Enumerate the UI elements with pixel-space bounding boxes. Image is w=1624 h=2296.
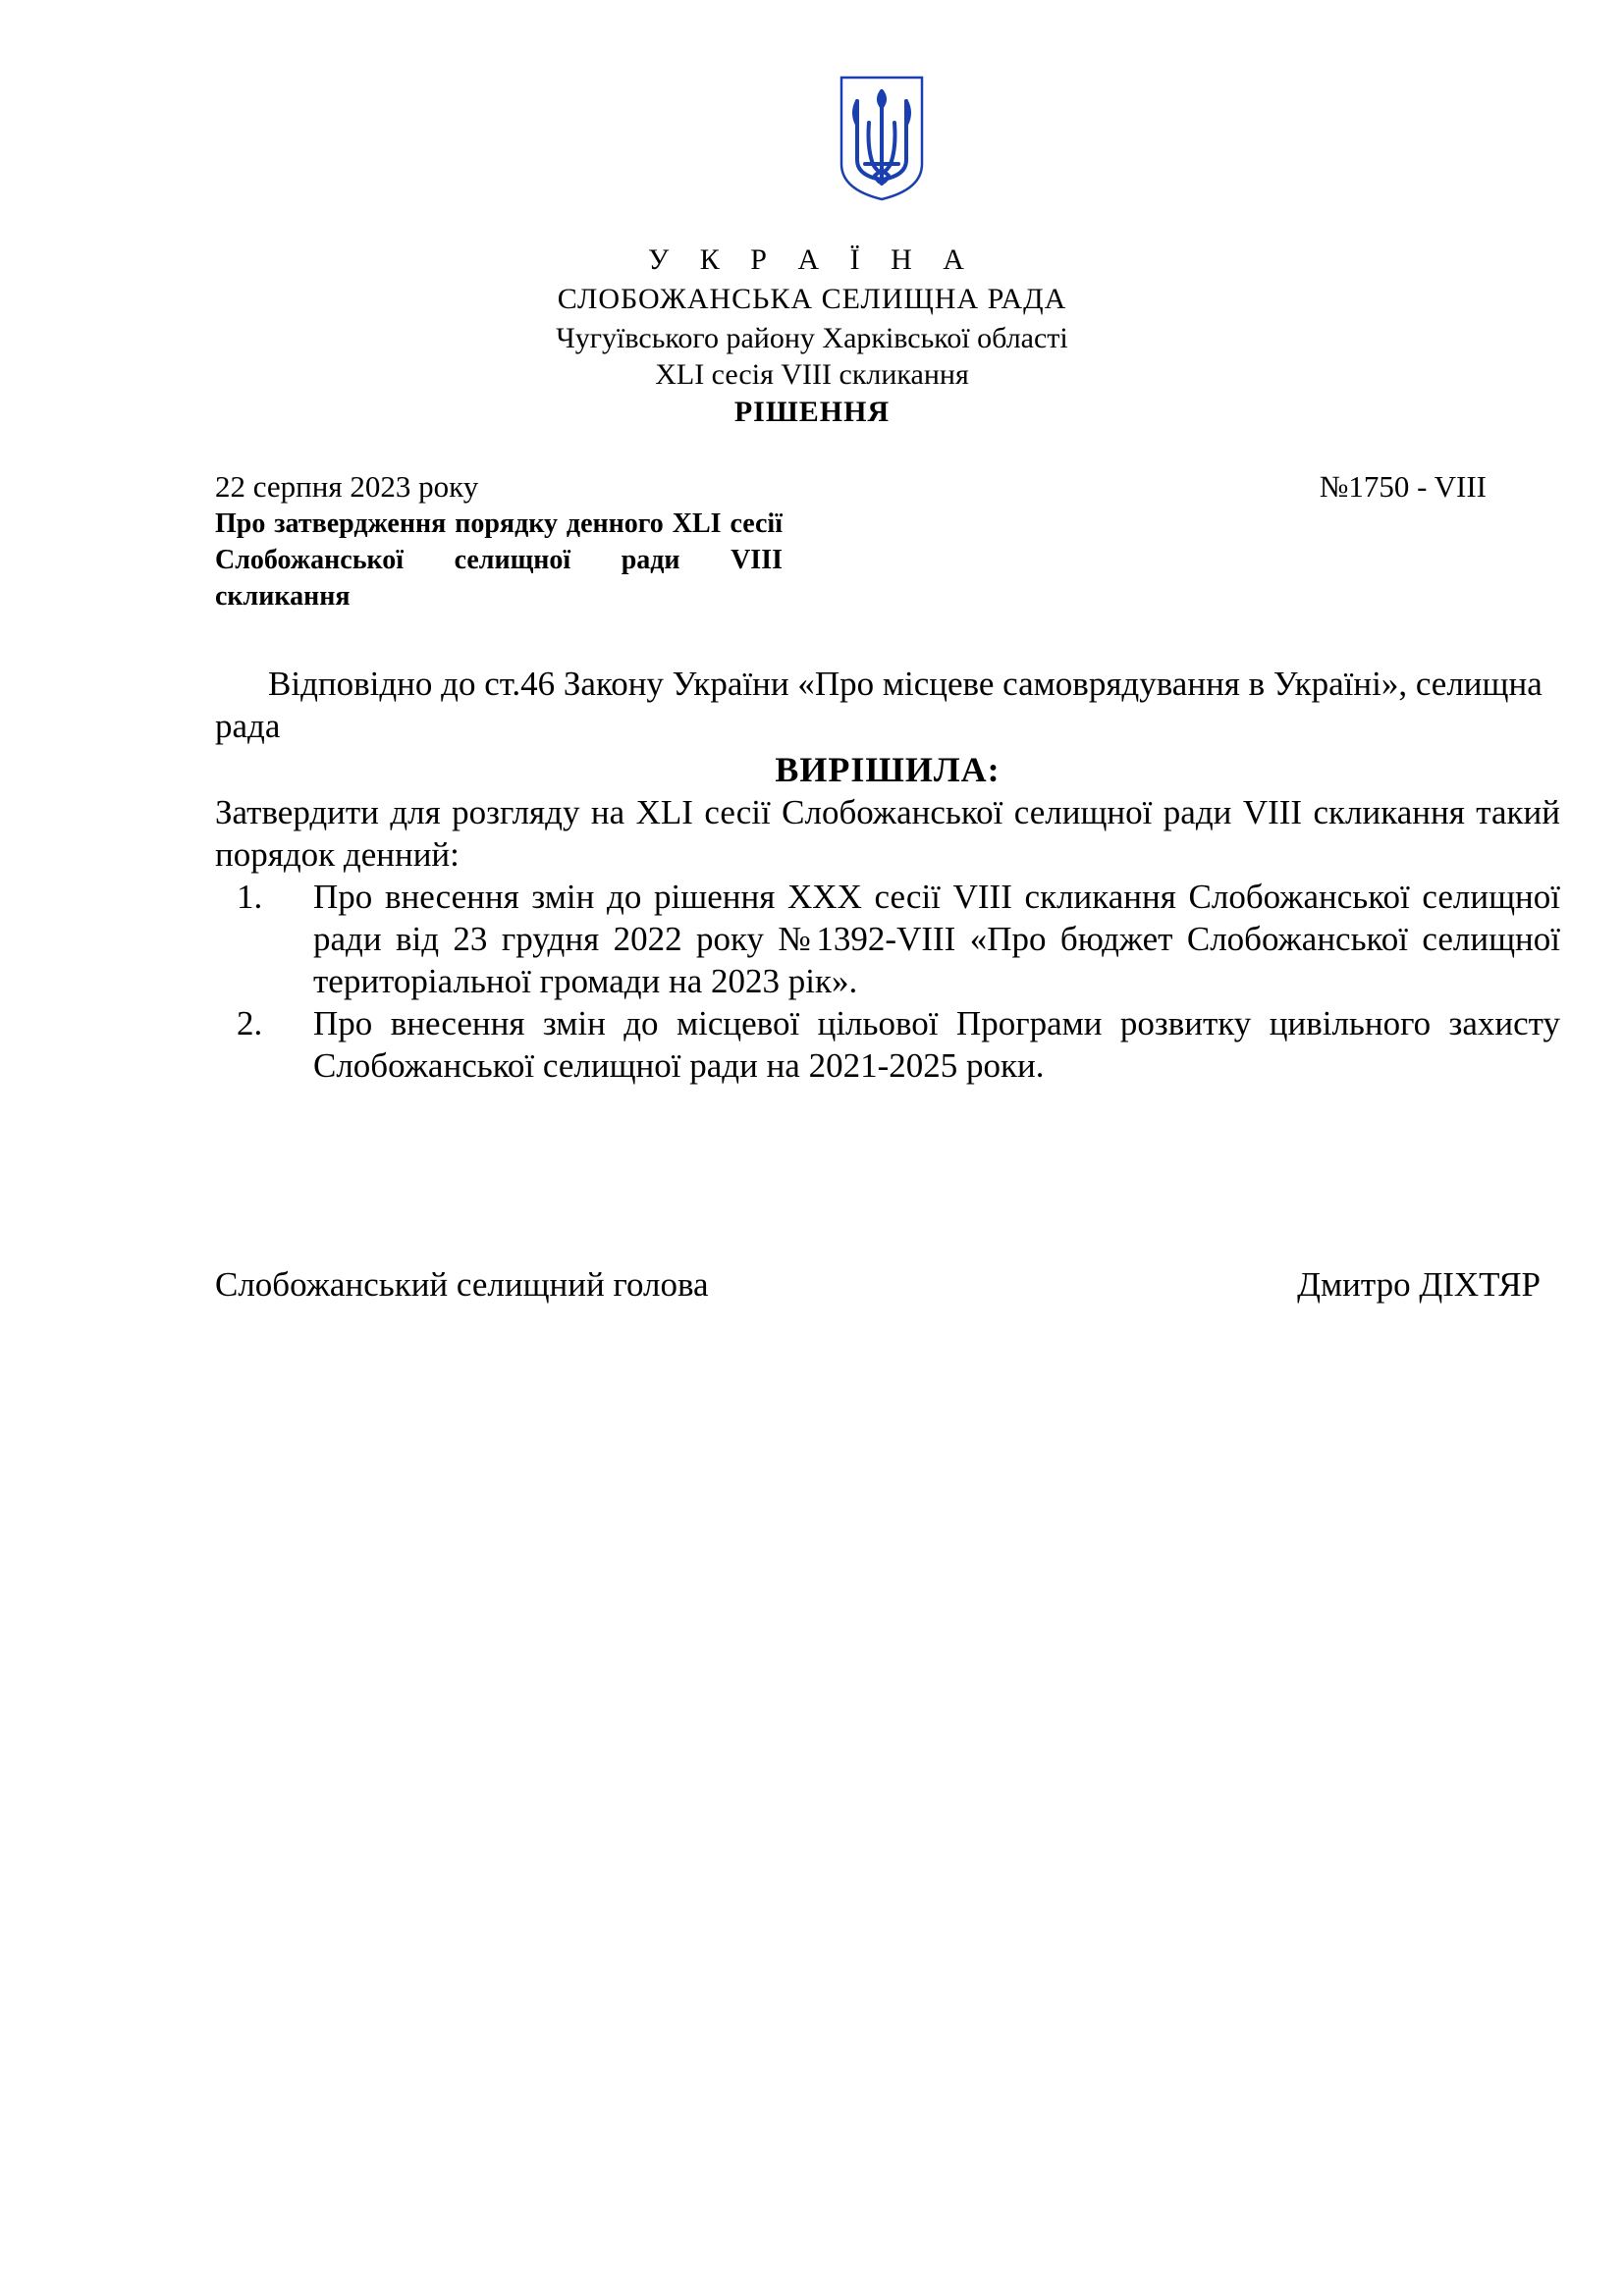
header-country [0,241,1624,278]
document-body [215,663,1560,1087]
signatory-position: Слобожанський селищний голова [215,1265,709,1304]
header-district [0,320,1624,356]
agenda-item-number: 2. [237,1004,263,1042]
country-name: У К Р А Ї Н А [648,243,976,276]
document-subject: Про затвердження порядку денного XLI сесії Слобожанської селищної ради VIII скликання [215,508,783,612]
agenda-item [215,876,1560,1002]
agenda-item [215,1002,1560,1087]
header-doc-type [0,394,1624,430]
header-session [0,356,1624,393]
agenda-item-text: Про внесення змін до рішення XXX сесії VIII скликання Слобожанської селищної ради від 23 грудня 2022 року №1392-VIII «Про бюджет Слобожанської селищної територіальної громади на 2023 рік». [313,878,1560,1000]
approve-paragraph: Затвердити для розгляду на XLI сесії Слобожанської селищної ради VIII скликання такий порядок денний: [215,793,1560,874]
session-name: XLI сесія VIII скликання [655,358,969,391]
council-name: СЛОБОЖАНСЬКА СЕЛИЩНА РАДА [557,283,1067,315]
district-name: Чугуївського району Харківської області [556,322,1068,354]
header-council [0,281,1624,317]
agenda-item-number: 1. [237,878,263,916]
signatory-name: Дмитро ДІХТЯР [1297,1265,1541,1304]
trident-coat-of-arms-icon [838,74,926,203]
agenda-item-text: Про внесення змін до місцевої цільової Програми розвитку цивільного захисту Слобожанської селищної ради на 2021-2025 роки. [313,1004,1560,1085]
agenda-list [215,876,1560,1087]
document-number: №1750 - VIII [1319,469,1487,504]
intro-paragraph: Відповідно до ст.46 Закону України «Про місцеве самоврядування в Україні», селищна рада [215,665,1543,745]
document-type: РІШЕННЯ [733,396,891,428]
document-date: 22 серпня 2023 року [215,469,479,504]
resolved-heading: ВИРІШИЛА: [775,750,1001,789]
